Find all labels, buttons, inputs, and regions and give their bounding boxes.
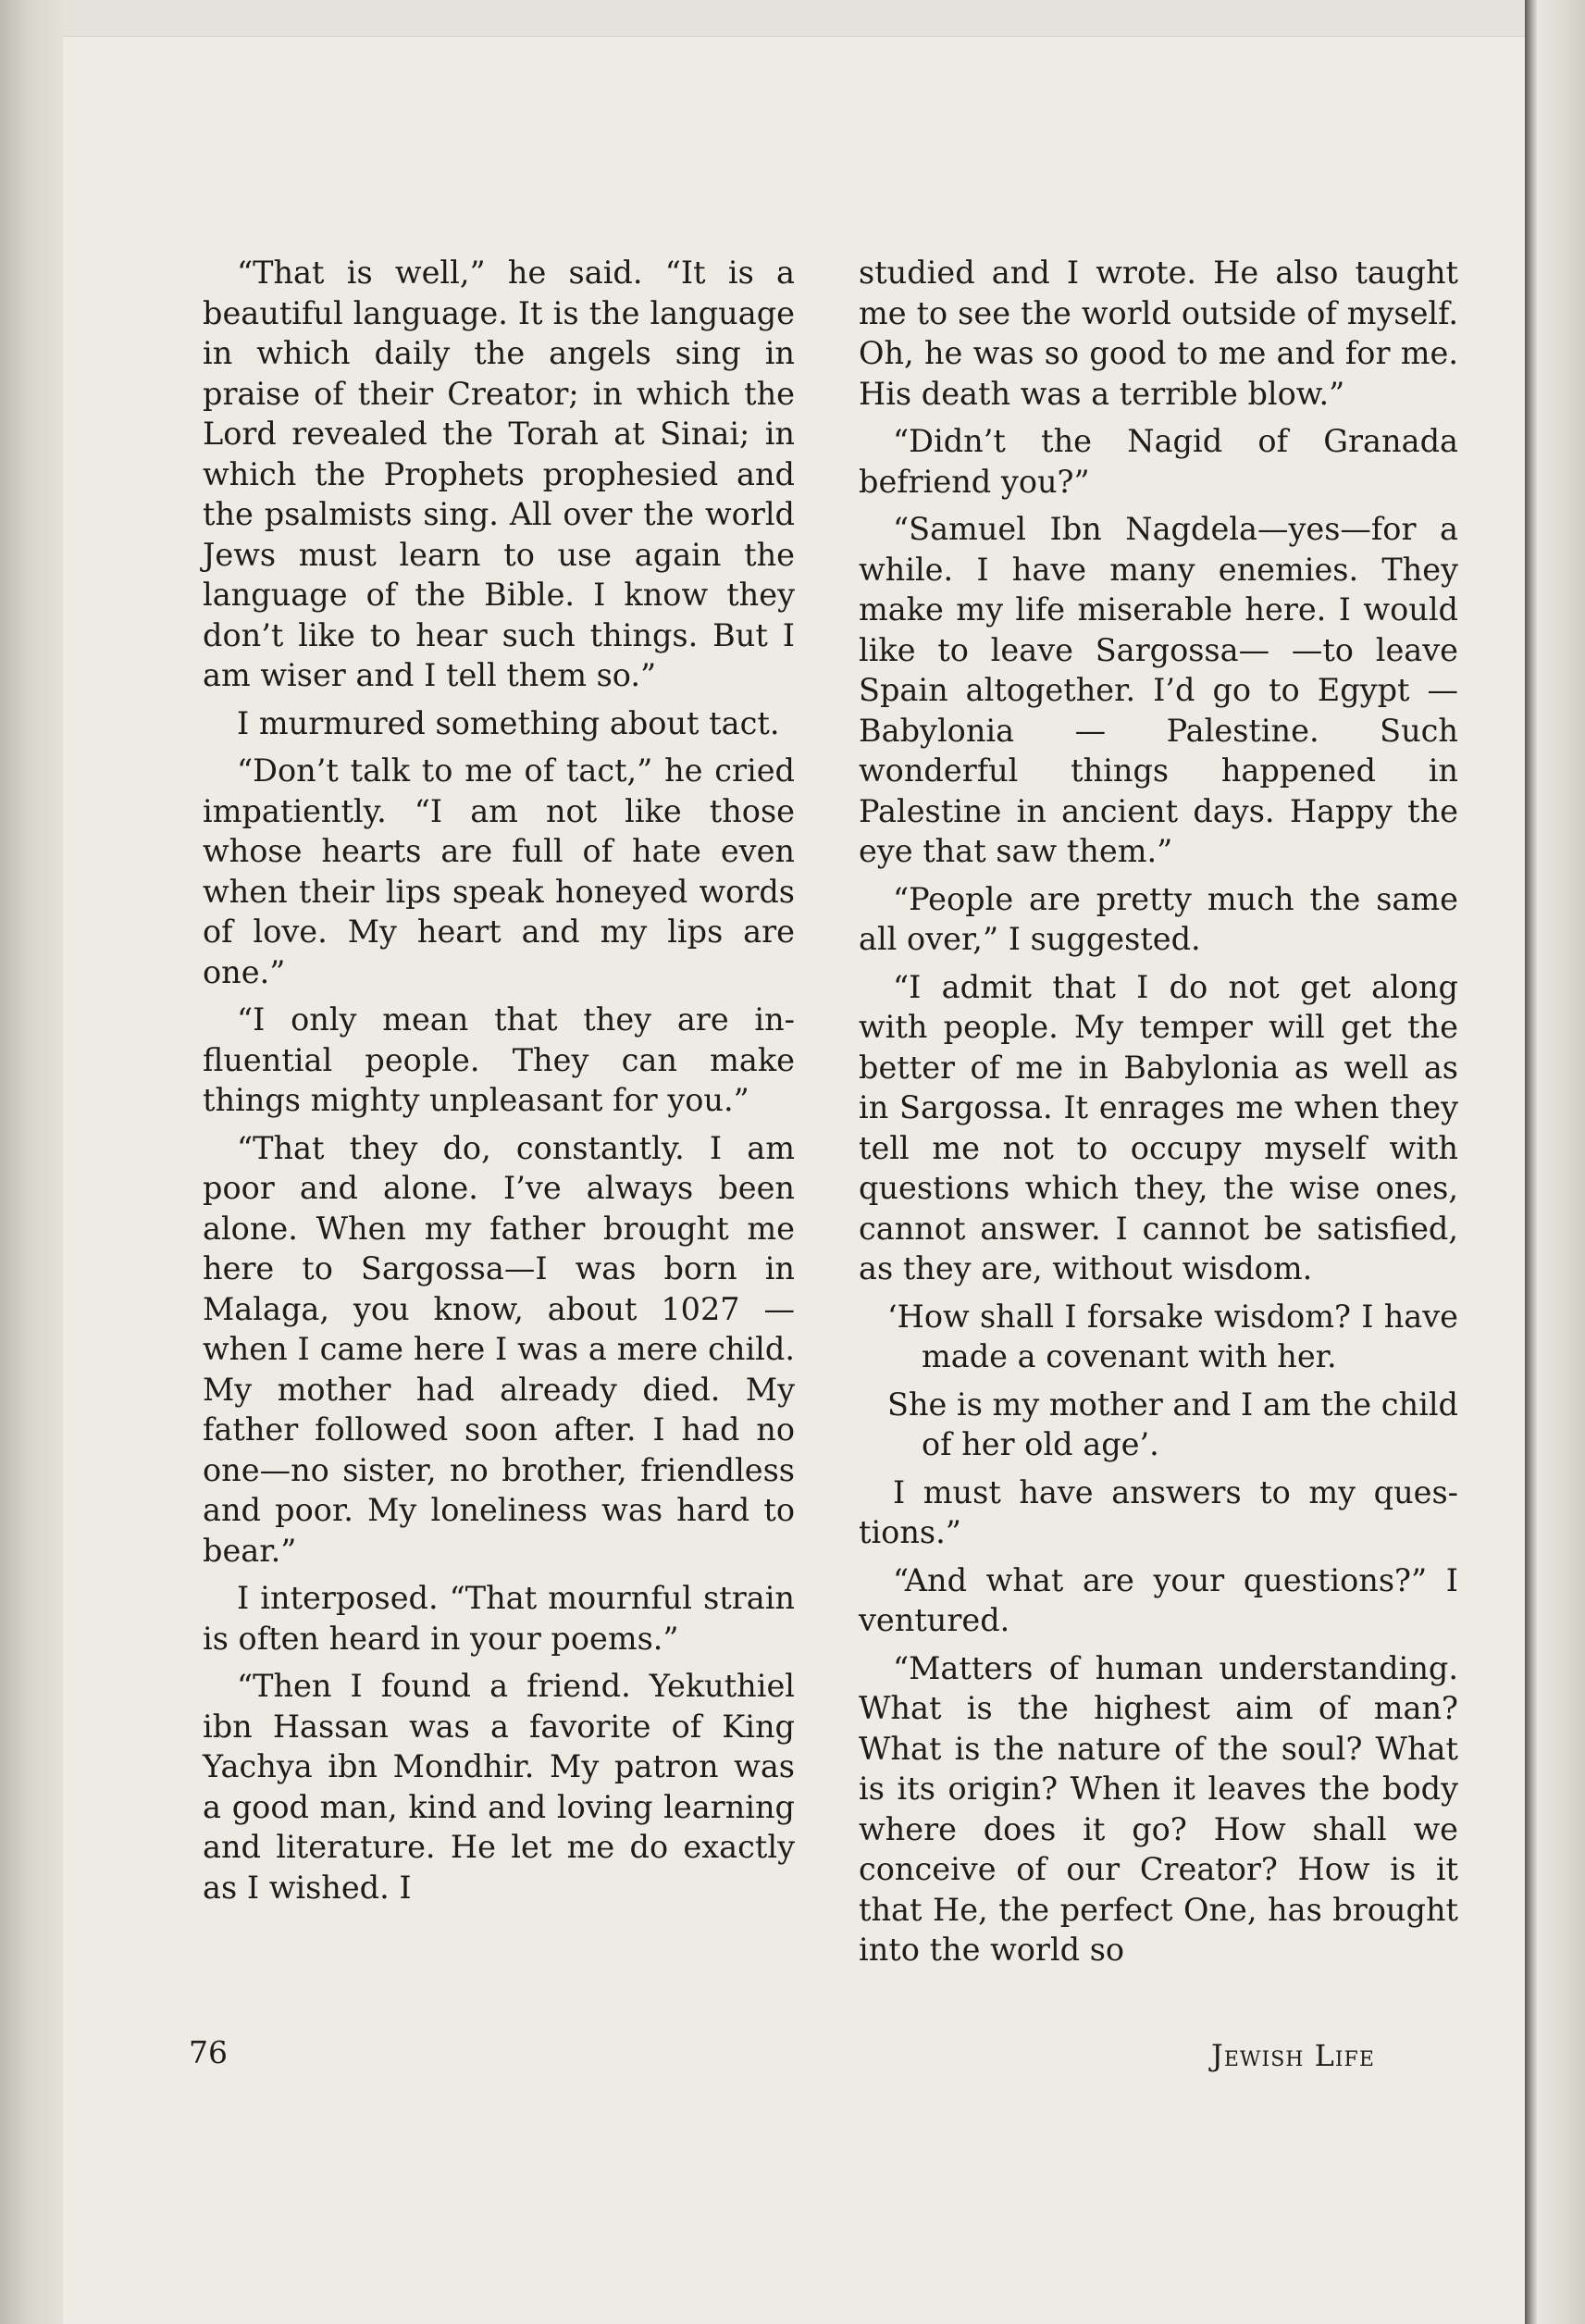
paragraph: I murmured something about tact.: [237, 704, 780, 741]
paragraph: “People are pretty much the same all over,” I suggested.: [859, 880, 1458, 957]
verse-line: She is my mother and I am the child of her old age’.: [887, 1386, 1458, 1462]
verse-line: ‘How shall I forsake wisdom? I have made a covenant with her.: [887, 1298, 1458, 1374]
paragraph: “Didn’t the Nagid of Granada befriend you?”: [859, 423, 1458, 500]
paragraph: I interposed. “That mournful strain is often heard in your poems.”: [203, 1580, 795, 1657]
page-right-edge-shadow: [1525, 0, 1585, 2324]
paragraph: “Samuel Ibn Nagdela—yes—for a while. I have many enemies. They make my life miserable here. I would like to leave Sargossa— —to leave Spain altogether. I’d go to Egypt — Babylonia — Palestine. Such wonderful things happened in Palestine in ancient days. Happy the eye that saw them.”: [859, 511, 1458, 869]
paragraph: “And what are your questions?” I ventured.: [859, 1561, 1458, 1638]
paragraph: “I only mean that they are influential people. They can make things mighty unpleasant for you.”: [203, 1001, 795, 1118]
paragraph: “I admit that I do not get along with people. My temper will get the better of me in Babylonia as well as in Sargossa. It enrages me when they tell me not to occupy myself with questions which they, the wise ones, cannot answer. I cannot be satisfied, as they are, without wisdom.: [859, 968, 1458, 1286]
paragraph: “Then I found a friend. Yekuthiel ibn Hassan was a favorite of King Yachya ibn Mondhir. My patron was a good man, kind and loving learning and literature. He let me do exactly as I wished. I: [203, 1668, 795, 1906]
running-footer: [1211, 2038, 1375, 2073]
right-text-column: [859, 253, 1458, 1978]
paragraph: I must have answers to my questions.”: [859, 1473, 1458, 1550]
page-number: 76: [189, 2034, 228, 2070]
left-text-column: [203, 253, 795, 1915]
paragraph: “Matters of human understanding. What is the highest aim of man? What is the nature of the soul? What is its origin? When it leaves the body where does it go? How shall we conceive of our Creator? How is it that He, the perfect One, has brought into the world so: [859, 1649, 1458, 1968]
paragraph: “Don’t talk to me of tact,” he cried impatiently. “I am not like those whose hearts are full of hate even when their lips speak honeyed words of love. My heart and my lips are one.”: [203, 752, 795, 990]
page-binding-shadow: [0, 0, 65, 2324]
publication-name: Jewish Life: [1211, 2038, 1375, 2073]
paragraph-continued: studied and I wrote. He also taught me to see the world outside of myself. Oh, he was so good to me and for me. His death was a terrible blow.”: [859, 255, 1458, 412]
paragraph: “That they do, constantly. I am poor and alone. I’ve always been alone. When my father brought me here to Sargossa—I was born in Malaga, you know, about 1027 —when I came here I was a mere child. My mother had already died. My father followed soon after. I had no one—no sister, no brother, friendless and poor. My loneliness was hard to bear.”: [203, 1129, 795, 1569]
paragraph: “That is well,” he said. “It is a beautiful language. It is the language in which daily the angels sing in praise of their Creator; in which the Lord revealed the Torah at Sinai; in which the Prophets prophesied and the psalmists sing. All over the world Jews must learn to use again the language of the Bible. I know they don’t like to hear such things. But I am wiser and I tell them so.”: [203, 255, 795, 693]
